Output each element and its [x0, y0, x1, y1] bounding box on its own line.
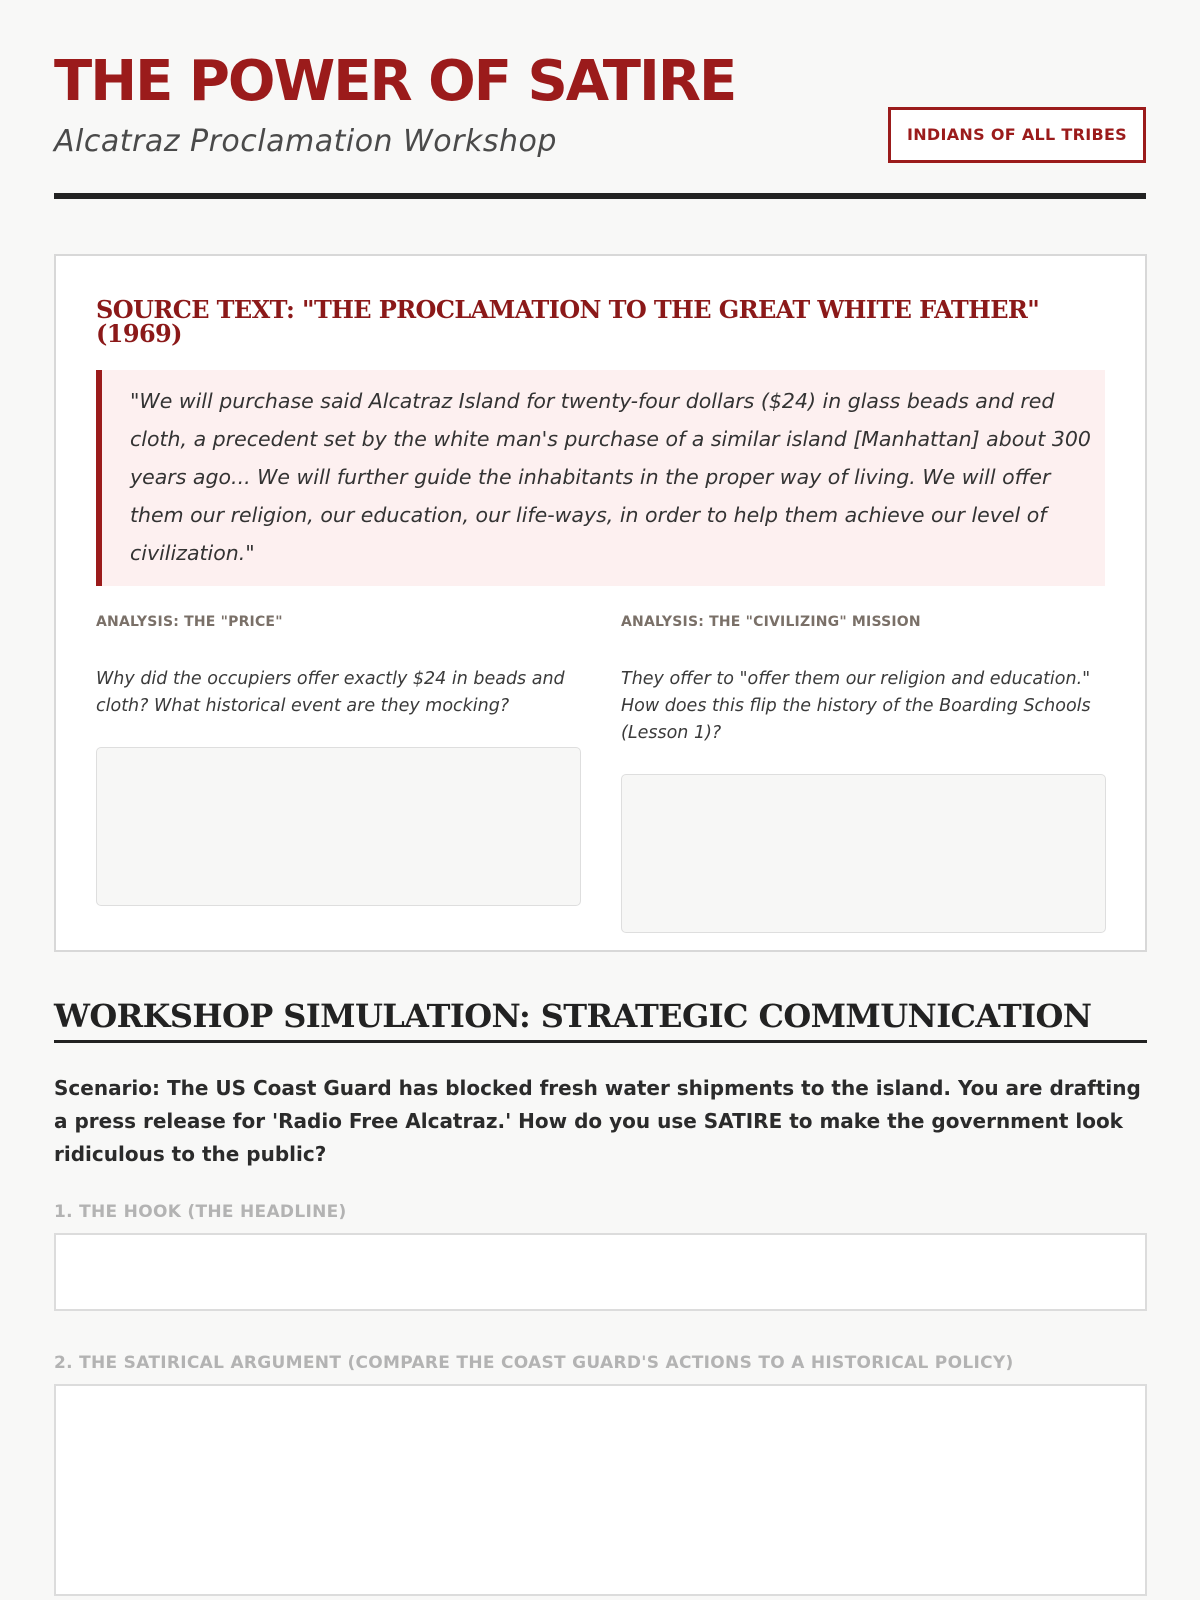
source-quote: "We will purchase said Alcatraz Island for twenty-four dollars ($24) in glass beads and red cloth, a precedent set by the white man's purchase of a similar island [Manhattan] about 300 years ago... We will further guide the inhabitants in the proper way of living. We will offer them our religion, our education, our life-ways, in order to help them achieve our level of civilization." [96, 370, 1105, 586]
argument-input[interactable] [54, 1384, 1147, 1596]
scenario-text: Scenario: The US Coast Guard has blocked fresh water shipments to the island. You are drafting a press release for 'Radio Free Alcatraz.' How do you use SATIRE to make the government look ridiculous to the public? [54, 1076, 1141, 1166]
analysis-grid [96, 615, 1105, 933]
tribe-badge: INDIANS OF ALL TRIBES [888, 107, 1146, 163]
analysis-question: They offer to "offer them our religion and education." How does this flip the history of the Boarding Schools (Lesson 1)? [621, 669, 1091, 743]
hook-input[interactable] [54, 1233, 1147, 1311]
page-title: THE POWER OF SATIRE [54, 49, 736, 114]
workshop-title: WORKSHOP SIMULATION: STRATEGIC COMMUNICATION [54, 1000, 1147, 1043]
page-header [54, 0, 1146, 200]
analysis-label: ANALYSIS: THE "PRICE" [96, 614, 283, 630]
analysis-civilizing [621, 615, 1106, 933]
analysis-price [96, 615, 581, 933]
workshop-section [54, 997, 1147, 1596]
analysis-question: Why did the occupiers offer exactly $24 in beads and cloth? What historical event are they mocking? [96, 669, 565, 716]
civilizing-answer-box[interactable] [621, 774, 1106, 933]
source-card [54, 254, 1147, 952]
header-divider [54, 193, 1146, 199]
source-heading: SOURCE TEXT: "THE PROCLAMATION TO THE GREAT WHITE FATHER" (1969) [96, 295, 1040, 348]
argument-label: 2. THE SATIRICAL ARGUMENT (COMPARE THE COAST GUARD'S ACTIONS TO A HISTORICAL POLICY) [54, 1353, 1014, 1373]
price-answer-box[interactable] [96, 747, 581, 906]
page-subtitle: Alcatraz Proclamation Workshop [54, 124, 557, 159]
analysis-label: ANALYSIS: THE "CIVILIZING" MISSION [621, 614, 921, 630]
hook-label: 1. THE HOOK (THE HEADLINE) [54, 1202, 347, 1222]
